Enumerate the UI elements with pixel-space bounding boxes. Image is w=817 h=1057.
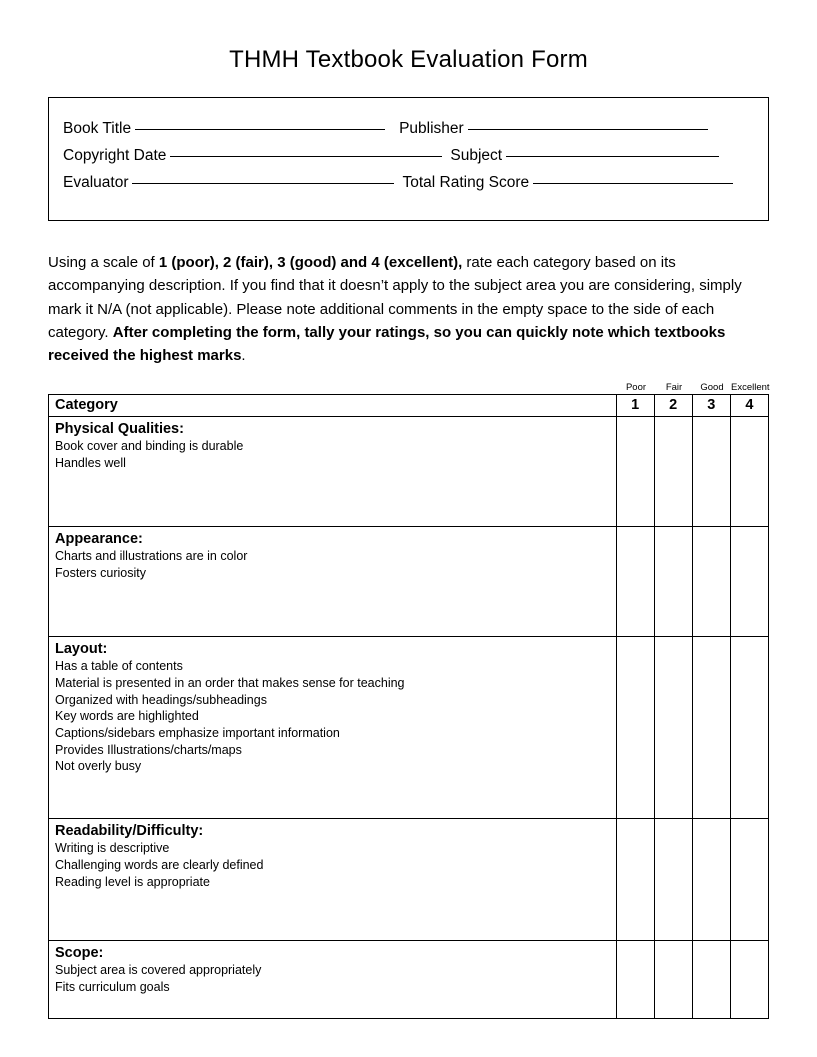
table-row — [49, 637, 769, 819]
rating-checkbox-4[interactable] — [730, 819, 768, 941]
scale-label-poor: Poor — [625, 382, 647, 394]
header-row-2 — [63, 147, 754, 165]
category-item: Writing is descriptive — [55, 841, 170, 856]
category-title: Readability/Difficulty: — [55, 823, 204, 840]
evaluator-input[interactable] — [132, 183, 394, 184]
header-row-1 — [63, 120, 754, 138]
category-content — [49, 637, 616, 779]
instructions-paragraph — [48, 251, 769, 367]
category-item: Book cover and binding is durable — [55, 439, 244, 454]
subject-label: Subject — [450, 147, 503, 164]
instructions-part2: rate each category based on its accompanying description. If you find that it doesn’t apply to the subject area you are considering, simply mark it N/A (not applicable). Please note additional comments in the empty space to the side of each category. — [48, 254, 742, 341]
category-item: Reading level is appropriate — [55, 874, 210, 889]
category-title: Physical Qualities: — [55, 421, 184, 438]
scale-label-fair: Fair — [665, 382, 683, 394]
category-item: Fits curriculum goals — [55, 980, 170, 994]
instructions-part3: . — [241, 347, 246, 364]
category-cell — [49, 527, 617, 637]
instructions-bold2: After completing the form, tally your ratings, so you can quickly note which textbooks received the highest marks — [48, 323, 726, 364]
header-row-3 — [63, 174, 754, 192]
publisher-label: Publisher — [399, 120, 464, 137]
evaluation-table-body — [49, 395, 769, 1019]
page-title: THMH Textbook Evaluation Form — [229, 46, 588, 73]
rating-checkbox-2[interactable] — [654, 527, 692, 637]
category-item: Provides Illustrations/charts/maps — [55, 742, 242, 757]
copyright-date-input[interactable] — [170, 156, 442, 157]
table-row — [49, 527, 769, 637]
rating-checkbox-1[interactable] — [616, 637, 654, 819]
rating-checkbox-1[interactable] — [616, 417, 654, 527]
instructions-bold1: 1 (poor), 2 (fair), 3 (good) and 4 (excellent), — [158, 254, 463, 271]
category-item: Handles well — [55, 456, 126, 470]
rating-checkbox-1[interactable] — [616, 941, 654, 1019]
scale-label-good: Good — [700, 382, 724, 394]
table-header-row — [49, 395, 769, 417]
rating-checkbox-1[interactable] — [616, 819, 654, 941]
category-item: Not overly busy — [55, 759, 142, 774]
evaluation-table — [48, 394, 769, 1019]
rating-checkbox-2[interactable] — [654, 819, 692, 941]
category-item: Charts and illustrations are in color — [55, 549, 248, 564]
rating-checkbox-4[interactable] — [730, 527, 768, 637]
table-row — [49, 819, 769, 941]
rating-header-2: 2 — [654, 395, 692, 417]
category-item: Key words are highlighted — [55, 709, 199, 724]
category-title: Appearance: — [55, 531, 143, 548]
rating-checkbox-2[interactable] — [654, 637, 692, 819]
category-item: Material is presented in an order that makes sense for teaching — [55, 676, 405, 690]
header-info-box — [48, 97, 769, 221]
category-cell — [49, 819, 617, 941]
rating-checkbox-3[interactable] — [692, 417, 730, 527]
category-cell — [49, 417, 617, 527]
rating-checkbox-3[interactable] — [692, 637, 730, 819]
category-header: Category — [49, 395, 617, 417]
category-content — [49, 941, 616, 999]
rating-checkbox-1[interactable] — [616, 527, 654, 637]
category-item: Fosters curiosity — [55, 566, 146, 580]
publisher-input[interactable] — [468, 129, 708, 130]
instructions-part1: Using a scale of — [48, 254, 159, 271]
table-row — [49, 941, 769, 1019]
rating-checkbox-2[interactable] — [654, 417, 692, 527]
category-cell — [49, 637, 617, 819]
category-title: Layout: — [55, 641, 108, 658]
rating-header-4: 4 — [730, 395, 768, 417]
category-content — [49, 527, 616, 585]
category-item: Organized with headings/subheadings — [55, 692, 267, 707]
subject-input[interactable] — [506, 156, 719, 157]
scale-label-excellent: Excellent — [731, 382, 770, 394]
book-title-input[interactable] — [135, 129, 385, 130]
category-item: Captions/sidebars emphasize important information — [55, 725, 340, 740]
total-rating-score-input[interactable] — [533, 183, 733, 184]
book-title-label: Book Title — [63, 120, 132, 137]
rating-checkbox-3[interactable] — [692, 819, 730, 941]
rating-checkbox-4[interactable] — [730, 941, 768, 1019]
rating-header-3: 3 — [692, 395, 730, 417]
category-content — [49, 417, 616, 475]
category-item: Has a table of contents — [55, 659, 183, 674]
scale-legend — [48, 382, 769, 393]
rating-checkbox-4[interactable] — [730, 417, 768, 527]
category-item: Challenging words are clearly defined — [55, 858, 264, 872]
rating-checkbox-3[interactable] — [692, 941, 730, 1019]
total-rating-score-label: Total Rating Score — [402, 174, 530, 191]
rating-header-1: 1 — [616, 395, 654, 417]
rating-checkbox-3[interactable] — [692, 527, 730, 637]
rating-checkbox-2[interactable] — [654, 941, 692, 1019]
table-row — [49, 417, 769, 527]
category-item: Subject area is covered appropriately — [55, 963, 262, 978]
rating-checkbox-4[interactable] — [730, 637, 768, 819]
evaluator-label: Evaluator — [63, 174, 129, 191]
category-content — [49, 819, 616, 894]
category-title: Scope: — [55, 945, 104, 962]
copyright-date-label: Copyright Date — [63, 147, 167, 164]
category-cell — [49, 941, 617, 1019]
